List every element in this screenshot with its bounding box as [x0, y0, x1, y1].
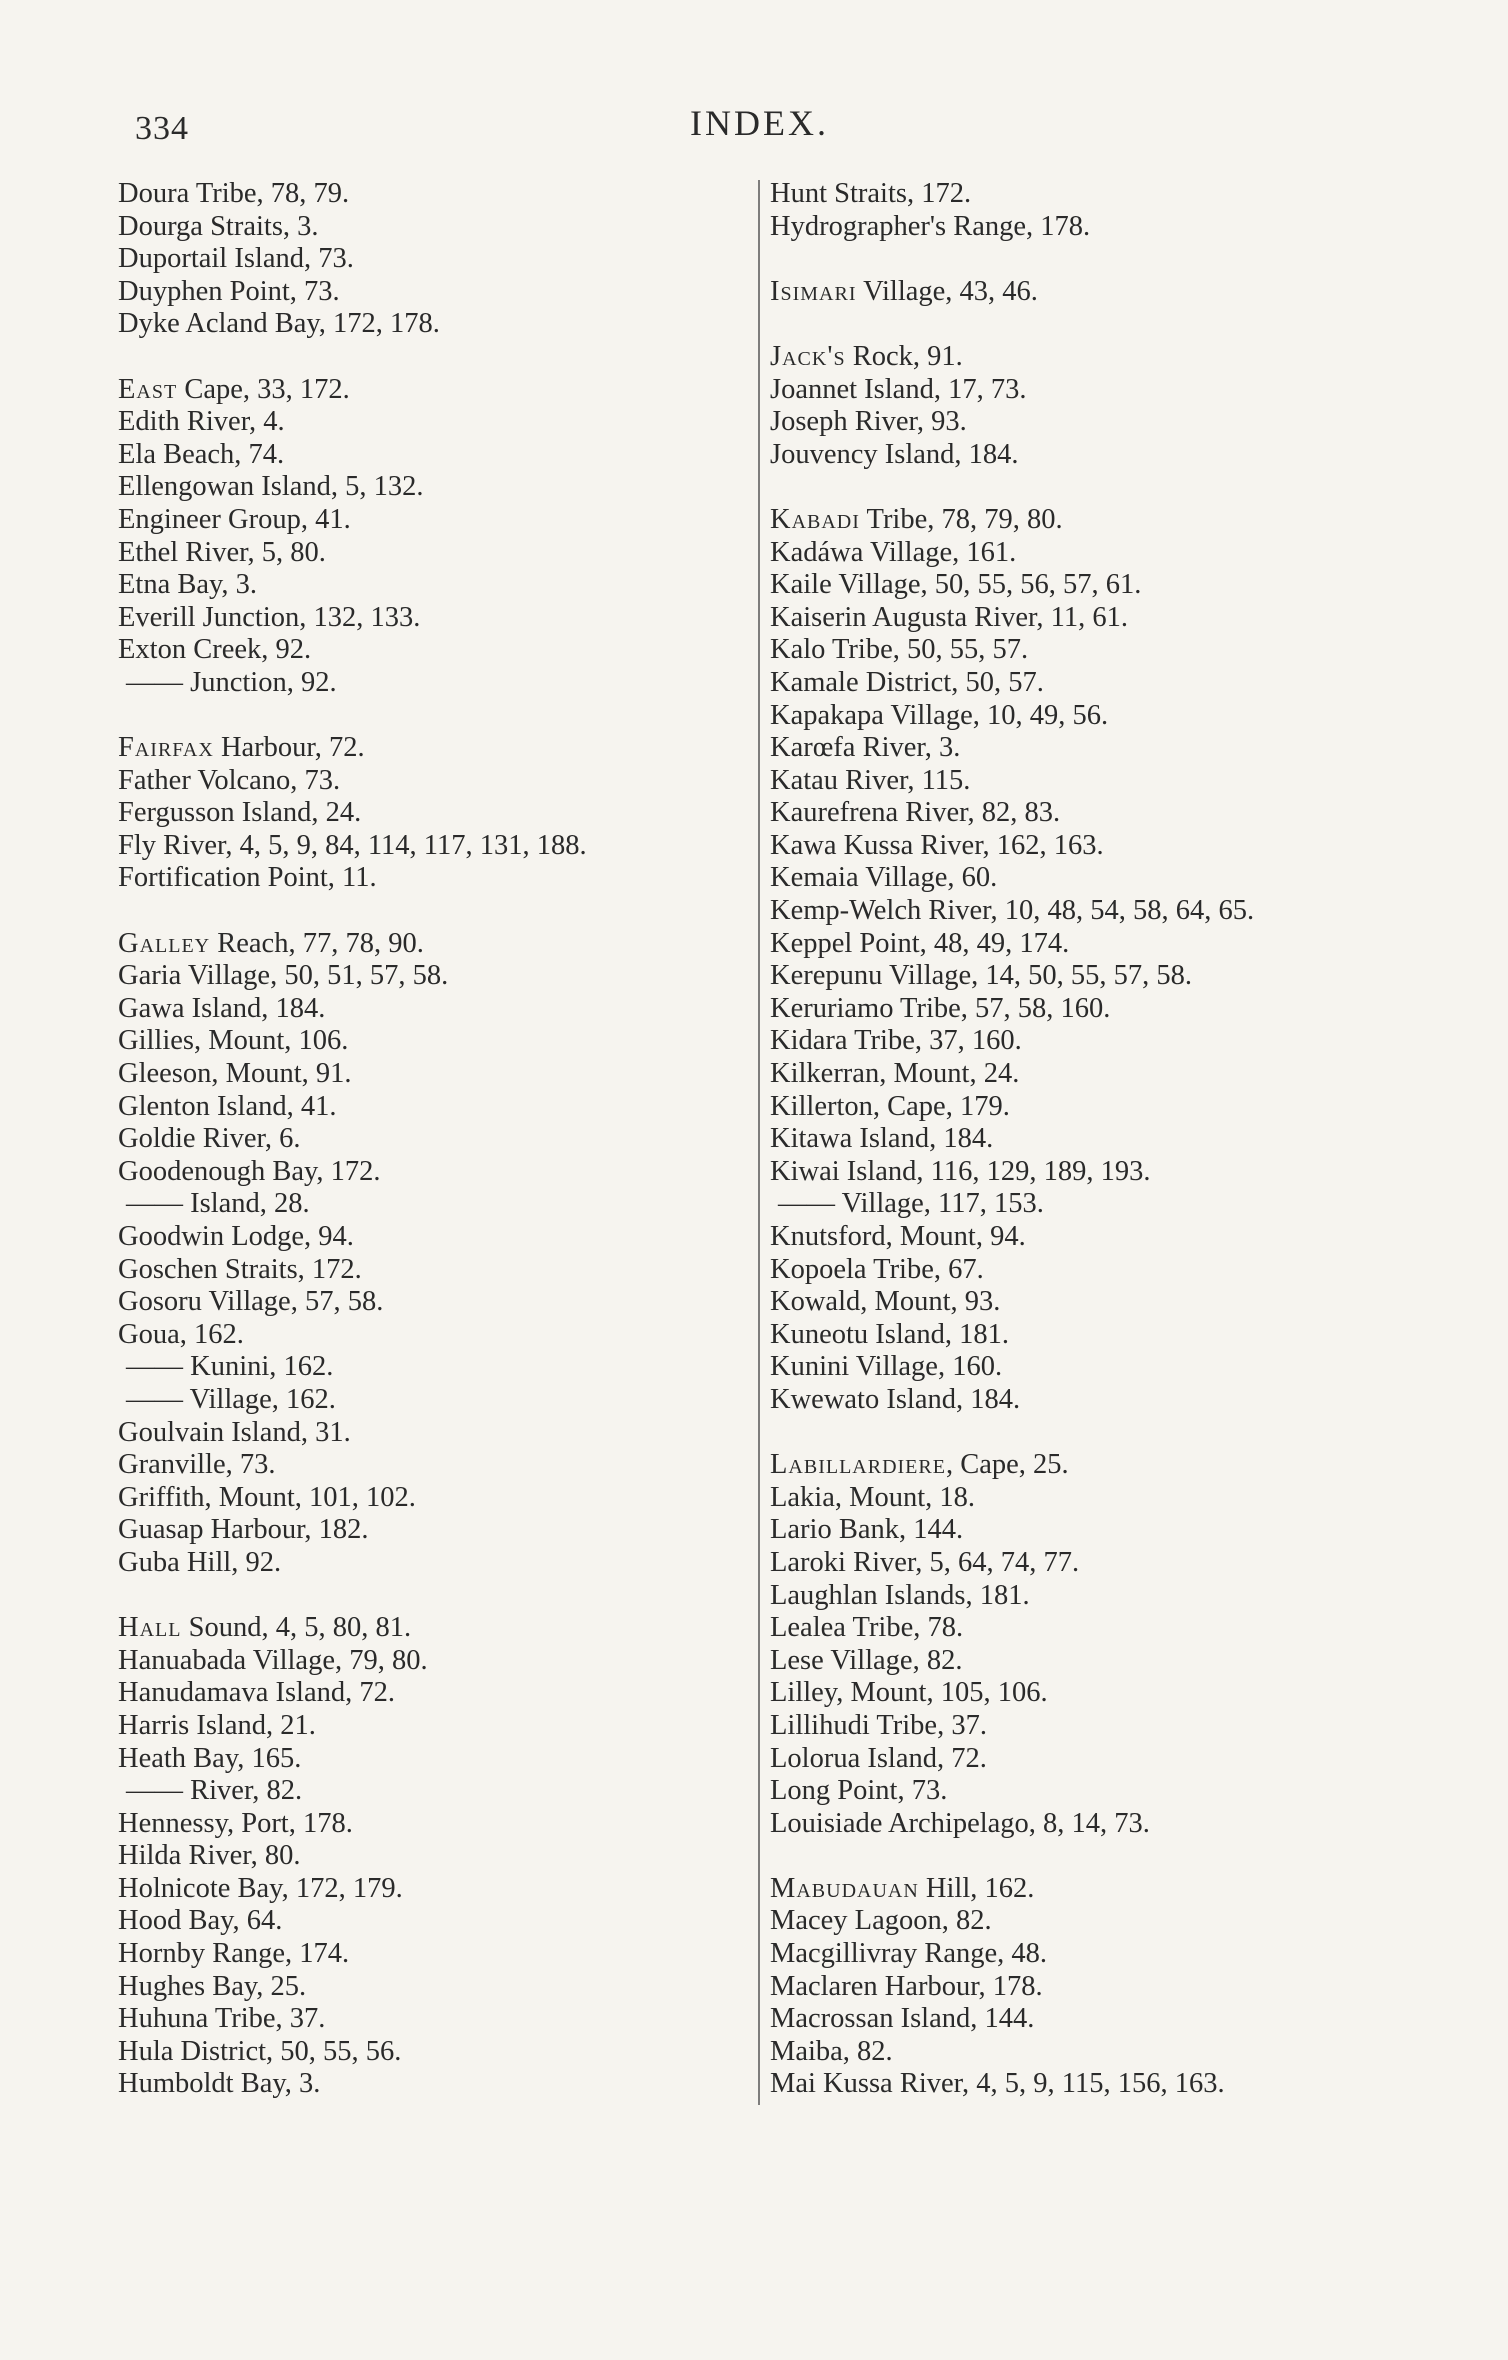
index-entry	[770, 862, 1470, 895]
index-entry-text: —— River, 82.	[126, 1775, 303, 1807]
index-entry-lead: East	[118, 373, 178, 405]
index-entry-text: Cape, 33, 172.	[177, 373, 350, 405]
index-entry-text: Griffith, Mount, 101, 102.	[118, 1481, 416, 1513]
index-entry-lead: Fairfax	[118, 732, 214, 764]
index-entry	[770, 1351, 1470, 1384]
index-entry	[118, 634, 738, 667]
index-entry	[770, 960, 1470, 993]
index-entry-text: Keruriamo Tribe, 57, 58, 160.	[770, 992, 1111, 1024]
index-entry-lead: Hall	[118, 1612, 182, 1644]
index-entry	[118, 276, 738, 309]
index-entry-text: Katau River, 115.	[770, 764, 971, 796]
index-entry-text: Kitawa Island, 184.	[770, 1123, 994, 1155]
index-entry	[770, 1808, 1470, 1841]
index-entry	[770, 1612, 1470, 1645]
index-entry-text: Macgillivray Range, 48.	[770, 1938, 1048, 1970]
index-entry-text: Ellengowan Island, 5, 132.	[118, 471, 424, 503]
index-entry	[118, 1938, 738, 1971]
index-entry-text: Kemp-Welch River, 10, 48, 54, 58, 64, 65.	[770, 895, 1255, 927]
index-entry-lead: Galley	[118, 927, 211, 959]
index-entry-text: Macey Lagoon, 82.	[770, 1905, 992, 1937]
index-entry-text: Hennessy, Port, 178.	[118, 1807, 353, 1839]
index-entry	[118, 1449, 738, 1482]
index-entry	[118, 439, 738, 472]
index-entry	[770, 732, 1470, 765]
index-entry	[118, 1482, 738, 1515]
index-entry	[770, 1775, 1470, 1808]
index-entry	[118, 1808, 738, 1841]
index-entry	[770, 700, 1470, 733]
index-column-right	[770, 178, 1470, 2101]
index-entry-text: Kaile Village, 50, 55, 56, 57, 61.	[770, 569, 1142, 601]
index-entry	[770, 211, 1470, 244]
index-entry	[118, 1286, 738, 1319]
index-entry-text: Joseph River, 93.	[770, 406, 967, 438]
index-entry-text: Kiwai Island, 116, 129, 189, 193.	[770, 1155, 1151, 1187]
index-entry	[118, 308, 738, 341]
index-entry-text: Laughlan Islands, 181.	[770, 1579, 1030, 1611]
index-entry-text: Lese Village, 82.	[770, 1644, 963, 1676]
index-entry-text: Edith River, 4.	[118, 406, 285, 438]
index-entry	[770, 602, 1470, 635]
index-entry-text: Kaiserin Augusta River, 11, 61.	[770, 601, 1128, 633]
index-entry-text: Kerepunu Village, 14, 50, 55, 57, 58.	[770, 960, 1193, 992]
index-entry	[770, 1058, 1470, 1091]
index-entry	[118, 2068, 738, 2101]
index-entry-text: Kamale District, 50, 57.	[770, 666, 1044, 698]
index-entry-text: Kuneotu Island, 181.	[770, 1318, 1010, 1350]
index-entry-lead: Mabudauan	[770, 1872, 919, 1904]
index-entry	[118, 1743, 738, 1776]
index-entry-text: Hill, 162.	[918, 1872, 1035, 1904]
index-entry-text: Kadáwa Village, 161.	[770, 536, 1017, 568]
index-entry-text: Louisiade Archipelago, 8, 14, 73.	[770, 1807, 1150, 1839]
index-entry	[118, 667, 738, 700]
index-entry	[118, 960, 738, 993]
index-entry-text: Goschen Straits, 172.	[118, 1253, 362, 1285]
index-entry-text: —— Junction, 92.	[126, 666, 337, 698]
index-entry	[118, 862, 738, 895]
index-entry-text: Hunt Straits, 172.	[770, 178, 972, 209]
index-entry-text: Fly River, 4, 5, 9, 84, 114, 117, 131, 188.	[118, 829, 587, 861]
index-entry-text: Everill Junction, 132, 133.	[118, 601, 421, 633]
index-entry-text: Kalo Tribe, 50, 55, 57.	[770, 634, 1029, 666]
index-entry	[118, 993, 738, 1026]
index-entry	[770, 1482, 1470, 1515]
index-entry-text: Engineer Group, 41.	[118, 503, 351, 535]
index-entry-text: —— Village, 162.	[126, 1383, 336, 1415]
index-entry-lead: Labillardiere	[770, 1449, 946, 1481]
index-entry-text: Etna Bay, 3.	[118, 569, 258, 601]
index-entry	[118, 1188, 738, 1221]
index-entry	[770, 1188, 1470, 1221]
index-entry-text: Father Volcano, 73.	[118, 764, 341, 796]
index-entry	[118, 1319, 738, 1352]
index-entry-text: Humboldt Bay, 3.	[118, 2068, 321, 2100]
index-entry-text: Kilkerran, Mount, 24.	[770, 1058, 1020, 1090]
index-entry-text: Dourga Straits, 3.	[118, 210, 319, 242]
index-entry-text: Hanudamava Island, 72.	[118, 1677, 395, 1709]
index-entry	[770, 1677, 1470, 1710]
index-entry-text: Granville, 73.	[118, 1449, 276, 1481]
page-number: 334	[135, 110, 189, 147]
index-entry-text: Joannet Island, 17, 73.	[770, 373, 1027, 405]
index-entry-text: Gosoru Village, 57, 58.	[118, 1286, 384, 1318]
index-entry-text: Laroki River, 5, 64, 74, 77.	[770, 1546, 1080, 1578]
index-entry	[770, 1580, 1470, 1613]
index-entry-text: Hilda River, 80.	[118, 1840, 301, 1872]
index-entry-text: Jouvency Island, 184.	[770, 438, 1019, 470]
index-entry	[770, 1873, 1470, 1906]
index-entry-text: Huhuna Tribe, 37.	[118, 2003, 326, 2035]
index-entry-text: Glenton Island, 41.	[118, 1090, 337, 1122]
index-entry	[118, 504, 738, 537]
index-entry	[118, 602, 738, 635]
index-entry	[118, 1645, 738, 1678]
index-entry-text: Reach, 77, 78, 90.	[210, 927, 424, 959]
index-entry	[770, 1971, 1470, 2004]
index-entry-text: Lakia, Mount, 18.	[770, 1481, 976, 1513]
index-entry	[118, 1221, 738, 1254]
index-column-left	[118, 178, 738, 2101]
index-entry	[770, 797, 1470, 830]
index-entry-text: Kopoela Tribe, 67.	[770, 1253, 984, 1285]
index-entry	[118, 1873, 738, 1906]
index-entry	[770, 1710, 1470, 1743]
index-entry-text: Harris Island, 21.	[118, 1709, 316, 1741]
index-entry-text: Kawa Kussa River, 162, 163.	[770, 829, 1104, 861]
page-title: INDEX.	[690, 103, 829, 143]
index-entry-text: Tribe, 78, 79, 80.	[859, 503, 1063, 535]
index-entry-text: Hornby Range, 174.	[118, 1938, 350, 1970]
index-entry	[118, 1058, 738, 1091]
index-entry-text: Doura Tribe, 78, 79.	[118, 178, 350, 209]
index-entry	[118, 1547, 738, 1580]
index-entry-text: Gawa Island, 184.	[118, 992, 326, 1024]
index-entry	[118, 243, 738, 276]
index-entry-text: Hood Bay, 64.	[118, 1905, 283, 1937]
index-entry-text: Holnicote Bay, 172, 179.	[118, 1872, 403, 1904]
index-entry-text: Lolorua Island, 72.	[770, 1742, 987, 1774]
index-entry	[118, 406, 738, 439]
index-entry	[770, 1905, 1470, 1938]
index-entry-text: Hanuabada Village, 79, 80.	[118, 1644, 428, 1676]
index-entry	[770, 1645, 1470, 1678]
index-entry-text: Hughes Bay, 25.	[118, 1970, 307, 2002]
index-entry	[770, 1384, 1470, 1417]
index-entry	[770, 276, 1470, 309]
index-entry-text: Duportail Island, 73.	[118, 243, 354, 275]
index-entry-text: Lillihudi Tribe, 37.	[770, 1709, 987, 1741]
index-entry	[770, 1156, 1470, 1189]
index-entry	[118, 211, 738, 244]
index-entry	[118, 1971, 738, 2004]
index-entry	[118, 1384, 738, 1417]
index-entry-text: Guba Hill, 92.	[118, 1546, 282, 1578]
index-entry-text: Goodenough Bay, 172.	[118, 1155, 381, 1187]
index-entry-text: Goulvain Island, 31.	[118, 1416, 351, 1448]
index-entry	[118, 1123, 738, 1156]
index-entry	[118, 178, 738, 211]
column-divider	[758, 180, 760, 2105]
index-entry	[118, 2003, 738, 2036]
index-entry	[770, 1938, 1470, 1971]
index-entry-text: Kaurefrena River, 82, 83.	[770, 797, 1061, 829]
index-entry	[770, 178, 1470, 211]
index-entry-text: , Cape, 25.	[945, 1449, 1069, 1481]
index-entry-text: Harbour, 72.	[213, 732, 365, 764]
index-entry-text: Hula District, 50, 55, 56.	[118, 2035, 402, 2067]
index-entry-text: Killerton, Cape, 179.	[770, 1090, 1010, 1122]
index-entry	[770, 1286, 1470, 1319]
index-entry-text: Gleeson, Mount, 91.	[118, 1058, 352, 1090]
index-entry	[770, 634, 1470, 667]
index-entry-text: Ela Beach, 74.	[118, 438, 285, 470]
index-entry-lead: Jack's	[770, 340, 846, 372]
index-entry-text: Karœfa River, 3.	[770, 732, 961, 764]
index-entry-text: Kapakapa Village, 10, 49, 56.	[770, 699, 1109, 731]
index-entry-text: Lealea Tribe, 78.	[770, 1612, 964, 1644]
index-entry	[118, 569, 738, 602]
index-entry	[118, 732, 738, 765]
index-entry-text: Rock, 91.	[845, 340, 963, 372]
index-entry	[770, 667, 1470, 700]
index-entry-text: Lario Bank, 144.	[770, 1514, 964, 1546]
index-entry-text: Kunini Village, 160.	[770, 1351, 1003, 1383]
index-entry-text: Mai Kussa River, 4, 5, 9, 115, 156, 163.	[770, 2068, 1225, 2100]
index-entry	[118, 1091, 738, 1124]
index-entry-lead: Kabadi	[770, 503, 860, 535]
index-entry	[770, 569, 1470, 602]
index-entry	[770, 1025, 1470, 1058]
index-entry-text: Village, 43, 46.	[856, 275, 1038, 307]
index-entry-text: Knutsford, Mount, 94.	[770, 1221, 1026, 1252]
index-entry	[770, 1449, 1470, 1482]
index-entry	[770, 1221, 1470, 1254]
index-entry	[770, 765, 1470, 798]
index-entry	[118, 471, 738, 504]
index-entry	[118, 1156, 738, 1189]
index-entry-text: Macrossan Island, 144.	[770, 2003, 1035, 2035]
index-entry	[770, 993, 1470, 1026]
index-entry	[770, 1319, 1470, 1352]
index-entry-text: Fortification Point, 11.	[118, 862, 377, 894]
index-entry	[118, 1840, 738, 1873]
index-entry-text: Gillies, Mount, 106.	[118, 1025, 349, 1057]
index-entry-text: —— Village, 117, 153.	[778, 1188, 1044, 1220]
index-entry	[118, 928, 738, 961]
index-entry	[770, 928, 1470, 961]
index-entry-text: —— Island, 28.	[126, 1188, 310, 1220]
index-entry-text: Goua, 162.	[118, 1318, 244, 1350]
index-entry	[118, 1710, 738, 1743]
index-entry	[118, 830, 738, 863]
index-entry-text: Kidara Tribe, 37, 160.	[770, 1025, 1022, 1057]
index-entry	[770, 504, 1470, 537]
index-entry-text: Duyphen Point, 73.	[118, 275, 340, 307]
index-entry-text: Ethel River, 5, 80.	[118, 536, 326, 568]
index-entry	[770, 1514, 1470, 1547]
index-entry	[770, 1091, 1470, 1124]
index-entry	[770, 1123, 1470, 1156]
index-entry-text: Maiba, 82.	[770, 2035, 893, 2067]
index-entry-text: Goldie River, 6.	[118, 1123, 301, 1155]
index-entry	[770, 895, 1470, 928]
index-entry	[770, 2068, 1470, 2101]
index-entry-text: Sound, 4, 5, 80, 81.	[181, 1612, 412, 1644]
index-entry-text: Lilley, Mount, 105, 106.	[770, 1677, 1048, 1709]
index-entry	[118, 1025, 738, 1058]
index-entry	[118, 537, 738, 570]
index-entry	[770, 2003, 1470, 2036]
index-entry	[770, 1743, 1470, 1776]
index-entry	[770, 374, 1470, 407]
index-entry	[118, 374, 738, 407]
index-entry-text: Guasap Harbour, 182.	[118, 1514, 369, 1546]
index-entry	[770, 439, 1470, 472]
index-entry	[118, 797, 738, 830]
index-entry-text: Maclaren Harbour, 178.	[770, 1970, 1043, 2002]
index-entry	[770, 1254, 1470, 1287]
index-entry	[770, 341, 1470, 374]
index-entry	[770, 830, 1470, 863]
index-entry-text: Exton Creek, 92.	[118, 634, 312, 666]
index-entry	[118, 2036, 738, 2069]
index-entry	[118, 765, 738, 798]
index-entry-text: Fergusson Island, 24.	[118, 797, 362, 829]
index-entry-text: —— Kunini, 162.	[126, 1351, 334, 1383]
index-entry-text: Kemaia Village, 60.	[770, 862, 998, 894]
index-entry-text: Heath Bay, 165.	[118, 1742, 302, 1774]
index-entry-lead: Isimari	[770, 275, 857, 307]
index-entry-text: Hydrographer's Range, 178.	[770, 210, 1091, 242]
index-entry	[118, 1612, 738, 1645]
index-entry-text: Garia Village, 50, 51, 57, 58.	[118, 960, 449, 992]
index-entry-text: Kwewato Island, 184.	[770, 1383, 1021, 1415]
index-entry	[118, 1514, 738, 1547]
index-entry-text: Long Point, 73.	[770, 1775, 948, 1807]
index-entry	[118, 1351, 738, 1384]
index-entry	[770, 406, 1470, 439]
index-entry	[770, 537, 1470, 570]
index-entry-text: Kowald, Mount, 93.	[770, 1286, 1001, 1318]
index-entry	[118, 1254, 738, 1287]
index-entry	[118, 1775, 738, 1808]
index-entry-text: Dyke Acland Bay, 172, 178.	[118, 308, 440, 340]
index-entry	[118, 1905, 738, 1938]
index-entry	[118, 1417, 738, 1450]
index-entry	[770, 2036, 1470, 2069]
index-entry	[770, 1547, 1470, 1580]
index-entry	[118, 1677, 738, 1710]
index-entry-text: Keppel Point, 48, 49, 174.	[770, 927, 1070, 959]
index-entry-text: Goodwin Lodge, 94.	[118, 1221, 354, 1252]
